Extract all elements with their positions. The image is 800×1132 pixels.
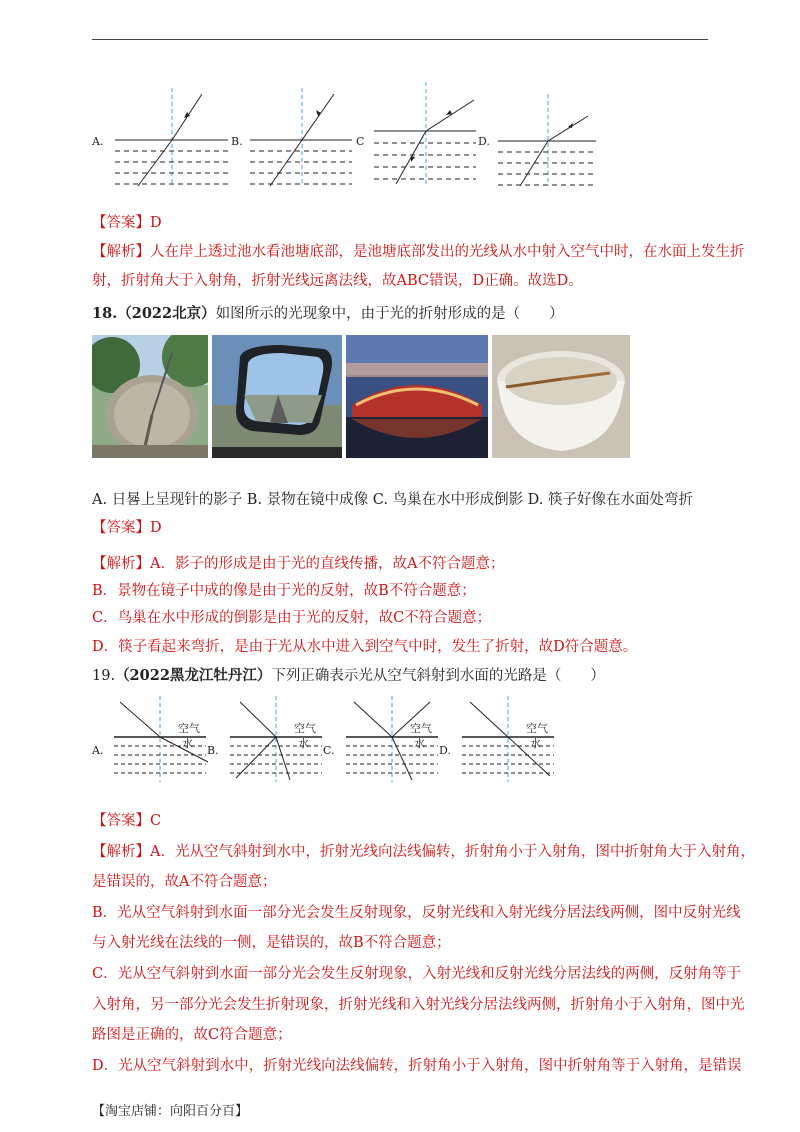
q18-photo-sundial xyxy=(92,335,208,458)
q19-diagram-a xyxy=(91,696,208,782)
q19-analysis-line-3: B．光从空气斜射到水面一部分光会发生反射现象，反射光线和入射光线分居法线两侧，图中反射光线 xyxy=(92,905,741,921)
q19-water-a: 水 xyxy=(182,737,193,750)
header-rule xyxy=(92,39,708,40)
q18-photo-birds-nest xyxy=(346,335,488,458)
q17-diagram-b xyxy=(250,88,352,186)
q17-diagram-d xyxy=(498,94,596,186)
q19-diagram-c xyxy=(346,696,438,782)
q18-options: A. 日晷上呈现针的影子 B. 景物在镜中成像 C. 鸟巢在水中形成倒影 D. 筷子好像在水面处弯折 xyxy=(92,492,694,508)
q19-analysis-line-2: 是错误的，故A不符合题意； xyxy=(92,874,277,890)
q19-air-a: 空气 xyxy=(178,722,200,735)
q19-air-c: 空气 xyxy=(410,722,432,735)
q18-analysis-line-4: D．筷子看起来弯折，是由于光从水中进入到空气中时，发生了折射，故D符合题意。 xyxy=(92,639,638,655)
q19-analysis-line-5: C．光从空气斜射到水面一部分光会发生反射现象，入射光线和反射光线分居法线的两侧，反射角等于 xyxy=(92,966,742,982)
q19-air-d: 空气 xyxy=(526,722,548,735)
q17-analysis-line-1: 【解析】人在岸上透过池水看池塘底部，是池塘底部发出的光线从水中射入空气中时，在水面上发生折 xyxy=(92,244,745,260)
q19-analysis-line-1: 【解析】A．光从空气斜射到水中，折射光线向法线偏转，折射角小于入射角，图中折射角大于入射角， xyxy=(92,844,755,860)
q19-air-b: 空气 xyxy=(294,722,316,735)
q18-photo-chopsticks xyxy=(492,335,630,458)
q18-stem: 18.（2022北京）如图所示的光现象中，由于光的折射形成的是（ ） xyxy=(92,305,564,322)
q18-answer: 【答案】D xyxy=(92,520,162,536)
q18-analysis-line-1: 【解析】A．影子的形成是由于光的直线传播，故A不符合题意； xyxy=(92,556,505,572)
q19-analysis-line-8: D．光从空气斜射到水中，折射光线向法线偏转，折射角小于入射角，图中折射角等于入射角，是错误 xyxy=(92,1058,742,1074)
q19-answer: 【答案】C xyxy=(92,813,162,829)
q18-analysis-line-3: C．鸟巢在水中形成的倒影是由于光的反射，故C不符合题意； xyxy=(92,610,492,626)
q19-analysis-line-7: 路图是正确的，故C符合题意； xyxy=(92,1027,292,1043)
q19-label-a: A. xyxy=(92,744,104,757)
q17-diagram-c xyxy=(374,82,476,186)
q19-diagrams xyxy=(90,692,560,787)
q17-analysis-line-2: 射，折射角大于入射角，折射光线远离法线，故ABC错误，D正确。故选D。 xyxy=(92,273,583,289)
q17-label-d: D. xyxy=(478,135,490,148)
q17-diagram-a xyxy=(91,88,228,186)
q19-stem: 19.（2022黑龙江牡丹江）下列正确表示光从空气斜射到水面的光路是（ ） xyxy=(92,667,605,684)
q17-answer: 【答案】D xyxy=(92,215,162,231)
q17-diagrams xyxy=(90,78,610,193)
q19-analysis-line-4: 与入射光线在法线的一侧，是错误的，故B不符合题意； xyxy=(92,935,451,951)
q19-water-c: 水 xyxy=(414,737,425,750)
q19-water-b: 水 xyxy=(298,737,309,750)
q17-label-b: B. xyxy=(231,135,243,148)
q17-label-a: A. xyxy=(92,135,104,148)
q19-analysis-line-6: 入射角，另一部分光会发生折射现象，折射光线和入射光线分居法线两侧，折射角小于入射角，图中光 xyxy=(92,997,745,1013)
q19-water-d: 水 xyxy=(530,737,541,750)
q18-photo-mirror xyxy=(212,335,342,458)
q19-diagram-d xyxy=(462,696,554,782)
q18-analysis-line-2: B．景物在镜子中成的像是由于光的反射，故B不符合题意； xyxy=(92,583,476,599)
q19-label-b: B. xyxy=(207,744,219,757)
q19-diagram-b xyxy=(230,696,322,782)
q19-label-c: C. xyxy=(323,744,335,757)
q17-label-c: C xyxy=(356,135,365,148)
q19-label-d: D. xyxy=(439,744,451,757)
footer-shop: 【淘宝店铺：向阳百分百】 xyxy=(92,1104,249,1119)
